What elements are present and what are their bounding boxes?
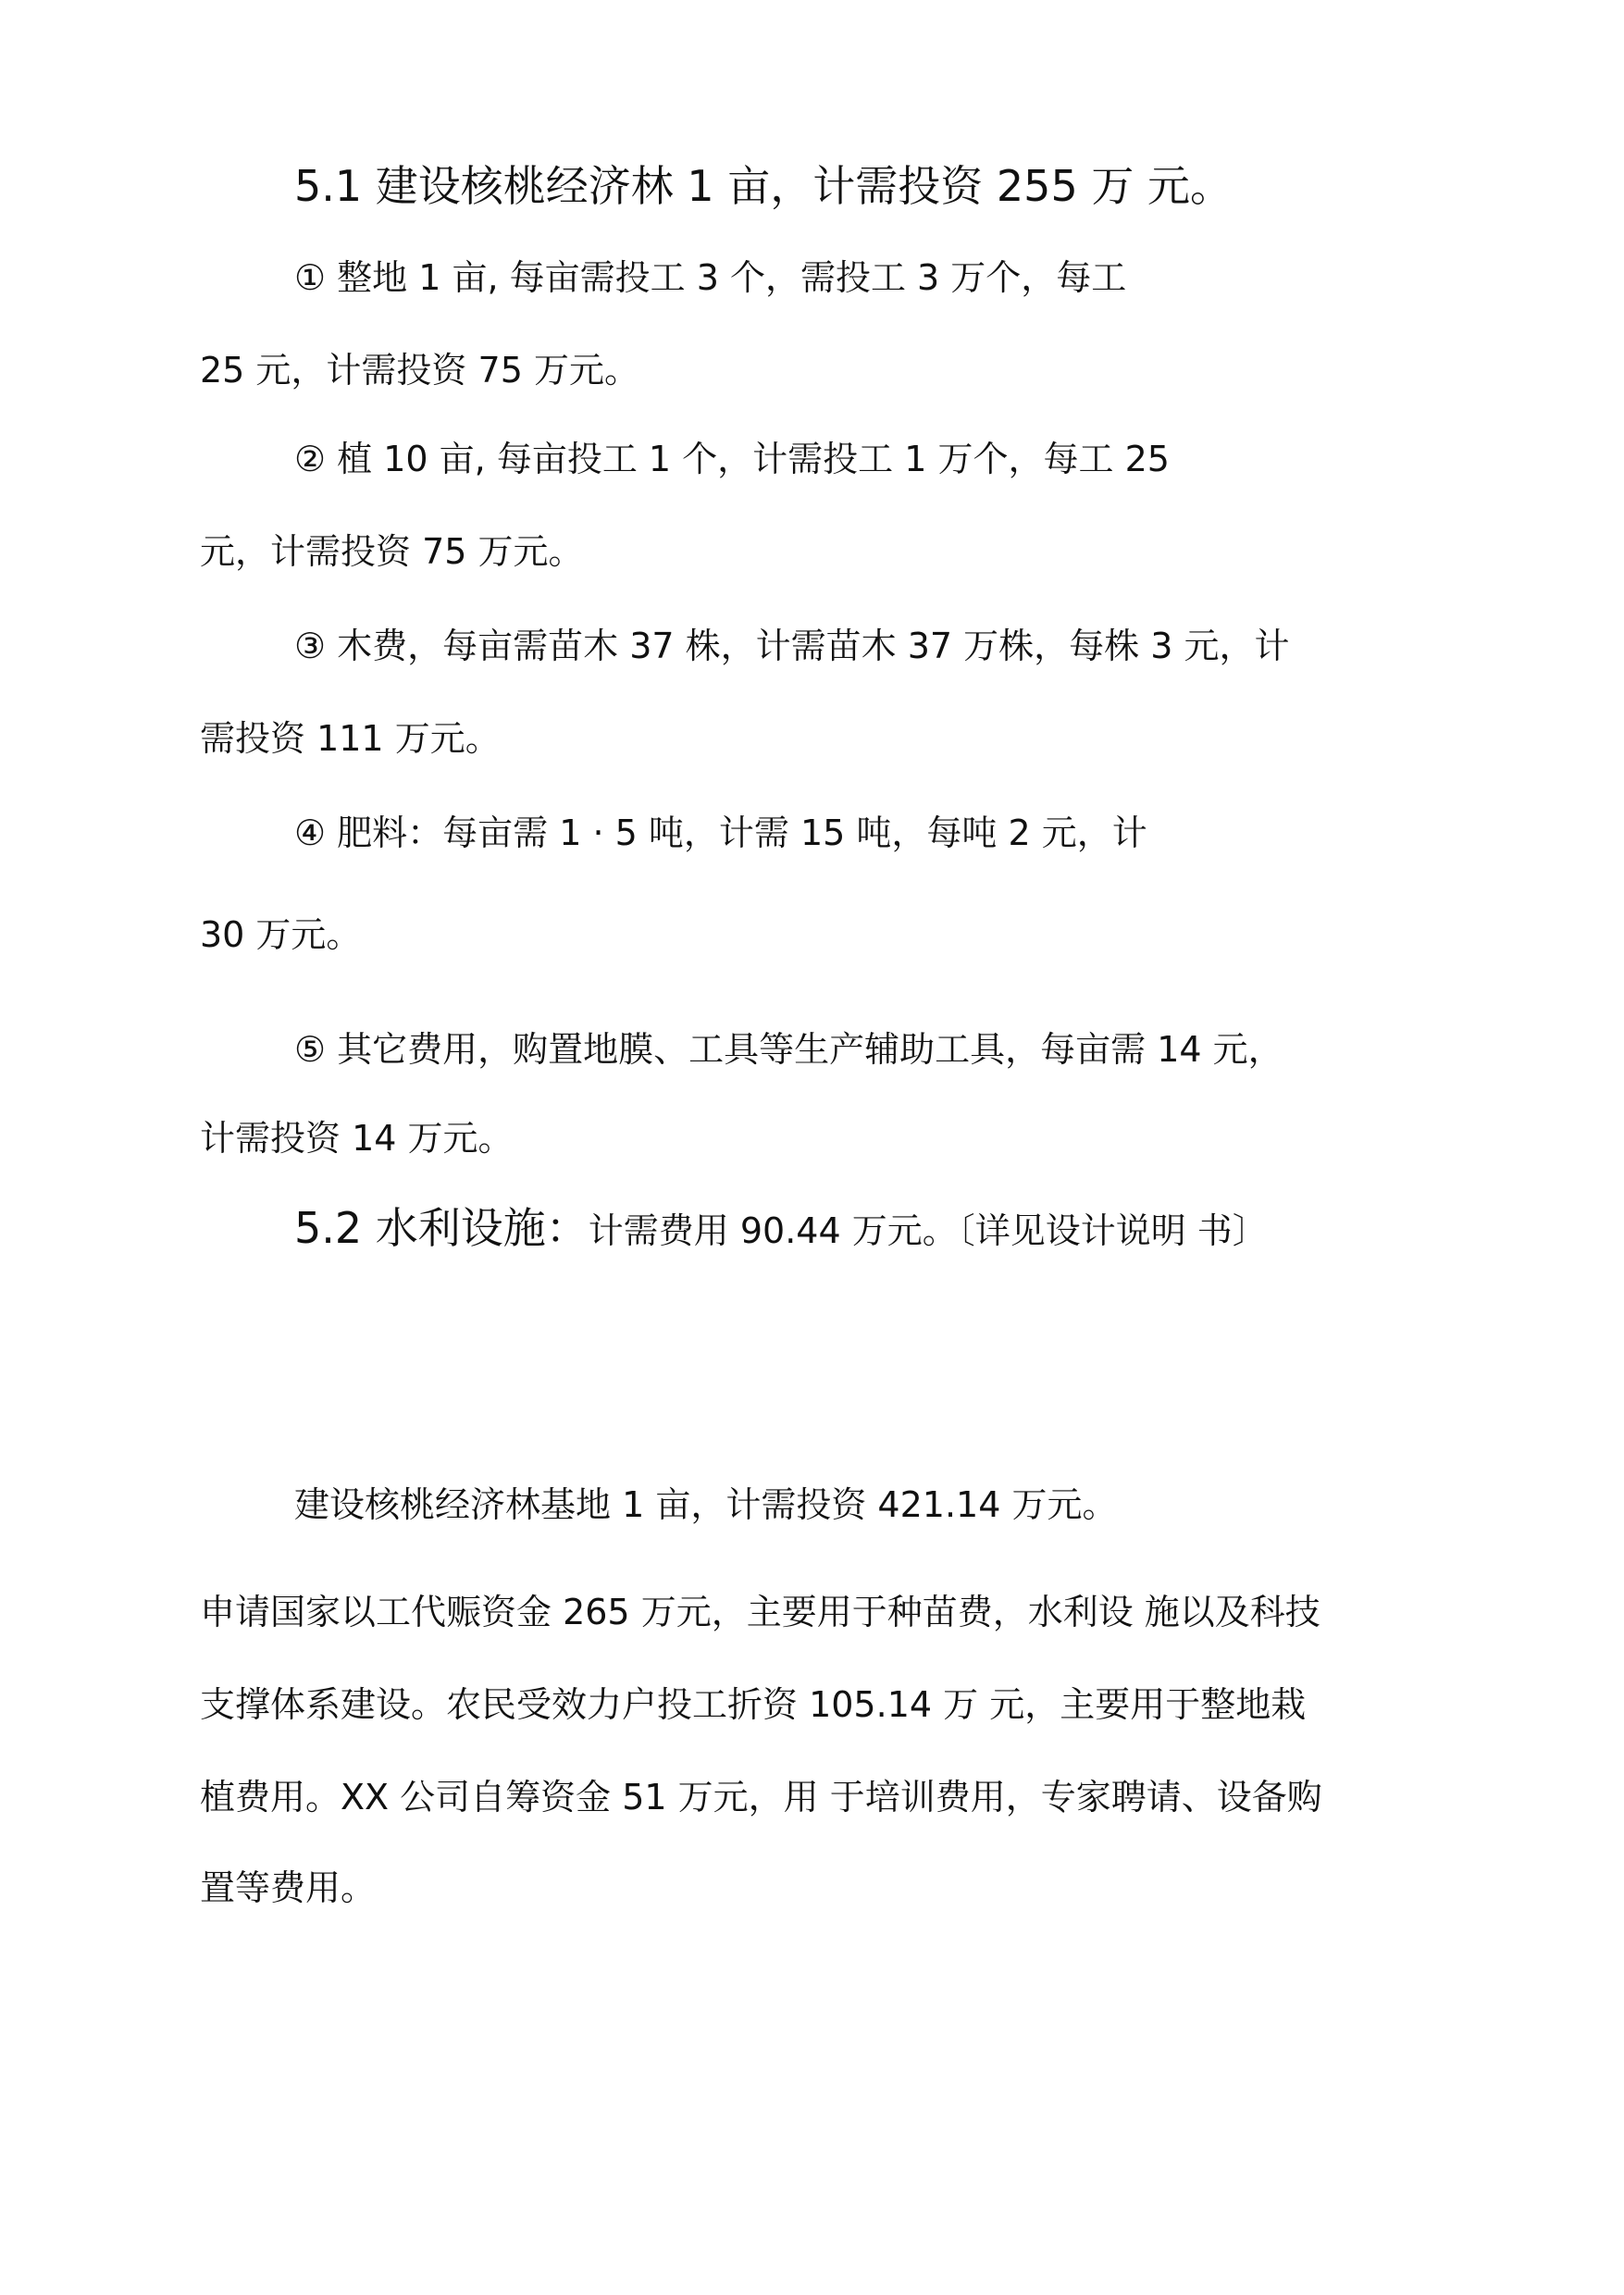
item-1-line-2: 25 元，计需投资 75 万元。 xyxy=(200,350,639,391)
item-1-line-1: ① 整地 1 亩, 每亩需投工 3 个，需投工 3 万个，每工 xyxy=(294,257,1127,298)
item-3-line-1: ③ 木费，每亩需苗木 37 株，计需苗木 37 万株，每株 3 元，计 xyxy=(294,626,1290,666)
section-5-2-heading xyxy=(294,1201,1268,1258)
summary-paragraph-line-4: 置等费用。 xyxy=(200,1867,377,1908)
item-2-line-1: ② 植 10 亩, 每亩投工 1 个，计需投工 1 万个，每工 25 xyxy=(294,439,1170,479)
section-5-1-heading: 5.1 建设核桃经济林 1 亩，计需投资 255 万 元。 xyxy=(294,161,1233,211)
summary-paragraph-line-2: 支撑体系建设。农民受效力户投工折资 105.14 万 元，主要用于整地栽 xyxy=(200,1684,1307,1725)
summary-paragraph-line-3: 植费用。XX 公司自筹资金 51 万元，用 于培训费用，专家聘请、设备购 xyxy=(200,1777,1322,1817)
item-5-line-1: ⑤ 其它费用，购置地膜、工具等生产辅助工具，每亩需 14 元， xyxy=(294,1029,1283,1070)
section-5-2-text: 计需费用 90.44 万元。〔详见设计说明 书〕 xyxy=(588,1210,1268,1251)
summary-paragraph-line-1: 申请国家以工代赈资金 265 万元，主要用于种苗费，水利设 施以及科技 xyxy=(200,1592,1320,1632)
item-3-line-2: 需投资 111 万元。 xyxy=(200,718,501,759)
item-4-line-1: ④ 肥料：每亩需 1 · 5 吨，计需 15 吨，每吨 2 元，计 xyxy=(294,813,1147,853)
section-5-2-label: 5.2 水利设施： xyxy=(294,1203,589,1253)
item-5-line-2: 计需投资 14 万元。 xyxy=(200,1118,514,1159)
summary-investment-line: 建设核桃经济林基地 1 亩，计需投资 421.14 万元。 xyxy=(294,1484,1118,1525)
item-4-line-2: 30 万元。 xyxy=(200,914,362,955)
item-2-line-2: 元，计需投资 75 万元。 xyxy=(200,531,584,572)
